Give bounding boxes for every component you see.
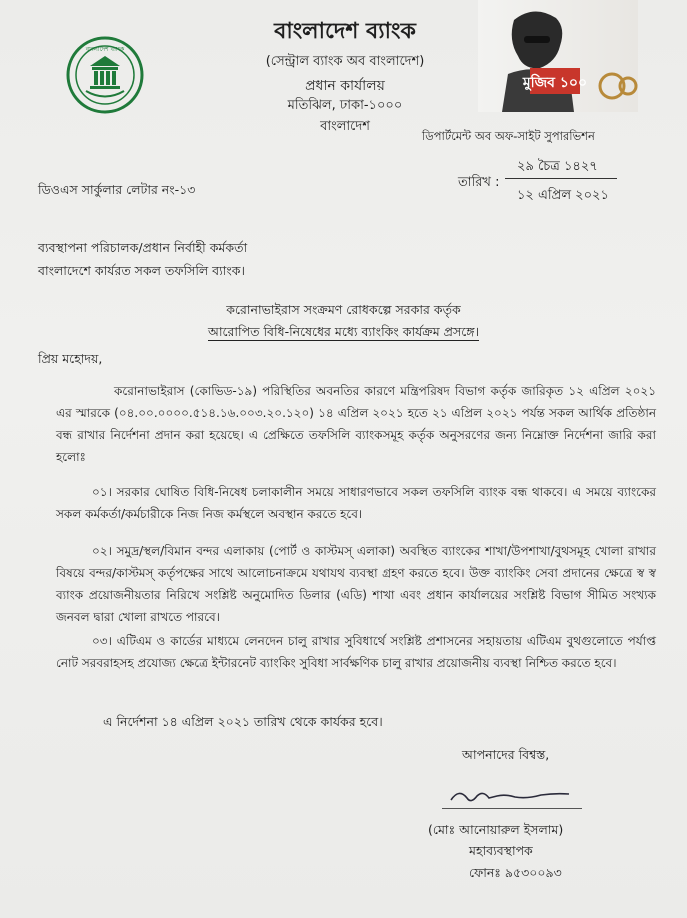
bank-subtitle: (সেন্ট্রাল ব্যাংক অব বাংলাদেশ) — [265, 54, 425, 69]
body-paragraph-02: ০২। সমুদ্র/স্থল/বিমান বন্দর এলাকায় (পোর্ট ও কাস্টমস্ এলাকা) অবস্থিত ব্যাংকের শাখা/উপশাখা/বুথসমূহ খোলা রাখার বিষয়ে বন্দর/কাস্টমস্ কর্তৃপক্ষের সাথে আলোচনাক্রমে যথাযথ ব্যবস্থা গ্রহণ করতে হবে। উক্ত ব্যাংকিং সেবা প্রদানের ক্ষেত্রে স্ব স্ব ব্যাংক প্রয়োজনীয়তার নিরিখে সংশ্লিষ্ট অনুমোদিত ডিলার (এডি) শাখা এবং প্রধান কার্যালয়ের সংশ্লিষ্ট বিভাগ সীমিত সংখ্যক জনবল দ্বারা খোলা রাখতে পারবে। — [56, 544, 656, 624]
svg-text:মুজিব ১০০: মুজিব ১০০ — [522, 75, 588, 91]
date-label: তারিখ : — [458, 175, 500, 190]
body-paragraph-01: ০১। সরকার ঘোষিত বিধি-নিষেধ চলাকালীন সময়ে সাধারণভাবে সকল তফসিলি ব্যাংক বন্ধ থাকবে। এ সময়ে ব্যাংকের সকল কর্মকর্তা/কর্মচারীকে নিজ নিজ কর্মস্থলে অবস্থান করতে হবে। — [56, 485, 656, 521]
signature-icon — [445, 784, 575, 808]
circular-number: ডিওএস সার্কুলার লেটার নং-১৩ — [38, 182, 196, 197]
bank-title: বাংলাদেশ ব্যাংক — [274, 19, 416, 44]
date-gregorian: ১২ এপ্রিল ২০২১ — [517, 188, 609, 203]
bangladesh-bank-logo — [66, 36, 144, 114]
subject-line-2-text: আরোপিত বিধি-নিষেধের মধ্যে ব্যাংকিং কার্যক্রম প্রসঙ্গে। — [207, 324, 480, 339]
svg-text:বাংলাদেশ ব্যাংক: বাংলাদেশ ব্যাংক — [85, 46, 125, 53]
office-address: মতিঝিল, ঢাকা-১০০০ — [287, 98, 403, 113]
recipient-line-2: বাংলাদেশে কার্যরত সকল তফসিলি ব্যাংক। — [38, 263, 245, 278]
closing-phrase: আপনাদের বিশ্বস্ত, — [462, 747, 550, 762]
date-bangla: ২৯ চৈত্র ১৪২৭ — [517, 159, 598, 174]
signature-line — [442, 808, 582, 809]
salutation: প্রিয় মহোদয়, — [38, 351, 103, 366]
mujib-100-banner — [478, 0, 638, 112]
body-paragraph-intro: করোনাভাইরাস (কোভিড-১৯) পরিস্থিতির অবনতির কারণে মন্ত্রিপরিষদ বিভাগ কর্তৃক জারিকৃত ১২ এপ্রিল ২০২১ এর স্মারকে (০৪.০০.০০০০.৫১৪.১৬.০০৩.২০.১২০) ১৪ এপ্রিল ২০২১ হতে ২১ এপ্রিল ২০২১ পর্যন্ত সকল আর্থিক প্রতিষ্ঠান বন্ধ রাখার নির্দেশনা প্রদান করা হয়েছে। এ প্রেক্ষিতে তফসিলি ব্যাংকসমূহ কর্তৃক অনুসরণের জন্য নিম্নোক্ত নির্দেশনা জারি করা হলোঃ — [56, 384, 656, 464]
department-name: ডিপার্টমেন্ট অব অফ-সাইট সুপারভিশন — [422, 129, 595, 143]
subject-line-2 — [0, 324, 687, 344]
signatory-designation: মহাব্যবস্থাপক — [469, 843, 533, 858]
effective-date-note: এ নির্দেশনা ১৪ এপ্রিল ২০২১ তারিখ থেকে কার্যকর হবে। — [103, 714, 383, 729]
signatory-name: (মোঃ আনোয়ারুল ইসলাম) — [428, 822, 564, 837]
body-paragraph-03: ০৩। এটিএম ও কার্ডের মাধ্যমে লেনদেন চালু রাখার সুবিধার্থে সংশ্লিষ্ট প্রশাসনের সহায়তায় এটিএম বুথগুলোতে পর্যাপ্ত নোট সরবরাহসহ প্রযোজ্য ক্ষেত্রে ইন্টারনেট ব্যাংকিং সুবিধা সার্বক্ষণিক চালু রাখার প্রয়োজনীয় ব্যবস্থা নিশ্চিত করতে হবে। — [56, 634, 656, 670]
office-name: প্রধান কার্যালয় — [305, 78, 385, 94]
country-name: বাংলাদেশ — [320, 119, 370, 134]
recipient-line-1: ব্যবস্থাপনা পরিচালক/প্রধান নির্বাহী কর্মকর্তা — [38, 240, 248, 255]
date-divider — [505, 178, 617, 179]
mujib-portrait-icon — [478, 0, 638, 112]
signatory-phone: ফোনঃ ৯৫৩০০৯৩ — [469, 865, 562, 880]
subject-line-1: করোনাভাইরাস সংক্রমণ রোধকল্পে সরকার কর্তৃক — [226, 302, 461, 317]
